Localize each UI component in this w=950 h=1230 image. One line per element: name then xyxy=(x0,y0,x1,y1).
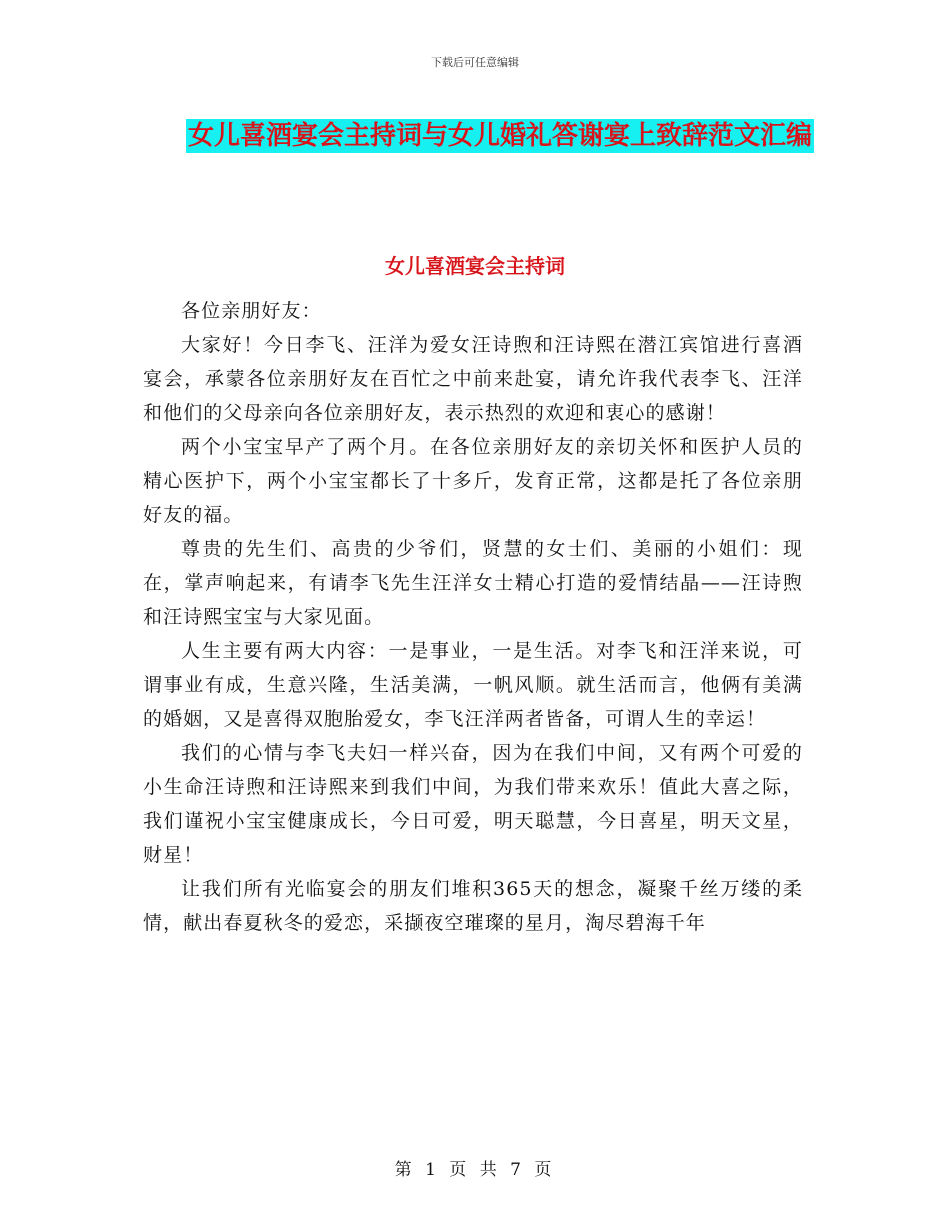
greeting-paragraph: 各位亲朋好友： xyxy=(181,300,322,322)
page-number-footer: 第 1 页 共 7 页 xyxy=(394,1160,556,1180)
body-paragraph: 尊贵的先生们、高贵的少爷们，贤慧的女士们、美丽的小姐们：现在，掌声响起来，有请李飞先生汪洋女士精心打造的爱情结晶——汪诗煦和汪诗熙宝宝与大家见面。 xyxy=(143,538,803,628)
document-title xyxy=(185,110,815,162)
document-body xyxy=(143,294,803,940)
body-paragraph: 两个小宝宝早产了两个月。在各位亲朋好友的亲切关怀和医护人员的精心医护下，两个小宝宝都长了十多斤，发育正常，这都是托了各位亲朋好友的福。 xyxy=(143,436,803,526)
header-note: 下载后可任意编辑 xyxy=(431,56,519,69)
body-paragraph: 人生主要有两大内容：一是事业，一是生活。对李飞和汪洋来说，可谓事业有成，生意兴隆，生活美满，一帆风顺。就生活而言，他俩有美满的婚姻，又是喜得双胞胎爱女，李飞汪洋两者皆备，可谓人生的幸运！ xyxy=(143,640,803,730)
body-paragraph: 大家好！今日李飞、汪洋为爱女汪诗煦和汪诗熙在潜江宾馆进行喜酒宴会，承蒙各位亲朋好友在百忙之中前来赴宴，请允许我代表李飞、汪洋和他们的父母亲向各位亲朋好友，表示热烈的欢迎和衷心的感谢！ xyxy=(143,334,803,424)
document-title-text: 女儿喜酒宴会主持词与女儿婚礼答谢宴上致辞范文汇编 xyxy=(187,121,812,151)
body-paragraph: 让我们所有光临宴会的朋友们堆积365天的想念，凝聚千丝万缕的柔情，献出春夏秋冬的爱恋，采撷夜空璀璨的星月，淘尽碧海千年 xyxy=(143,878,803,934)
body-paragraph: 我们的心情与李飞夫妇一样兴奋，因为在我们中间，又有两个可爱的小生命汪诗煦和汪诗熙来到我们中间，为我们带来欢乐！值此大喜之际，我们谨祝小宝宝健康成长，今日可爱，明天聪慧，今日喜星，明天文星，财星！ xyxy=(143,742,803,866)
section-title: 女儿喜酒宴会主持词 xyxy=(385,254,565,278)
